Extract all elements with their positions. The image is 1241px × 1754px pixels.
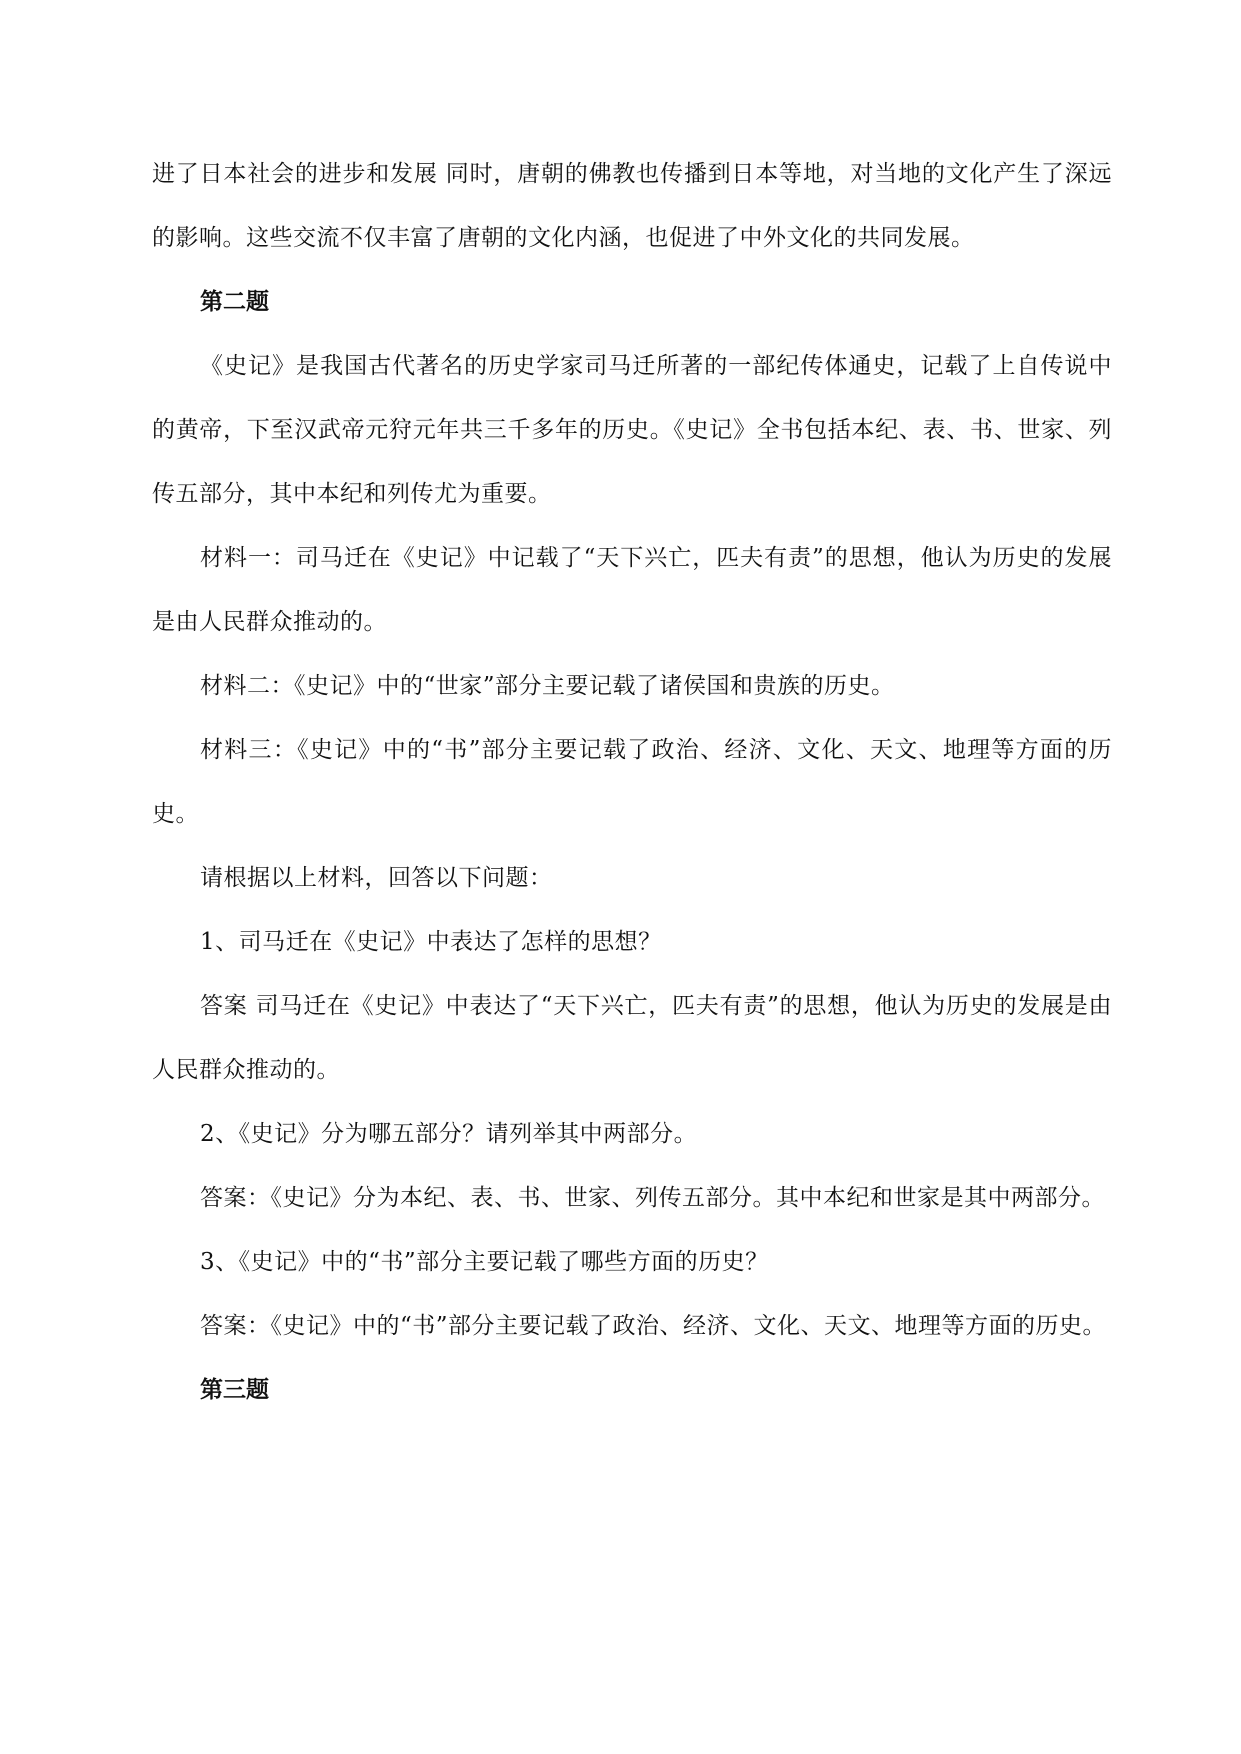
answer-1: 答案 司马迁在《史记》中表达了“天下兴亡，匹夫有责”的思想，他认为历史的发展是由人民群众推动的。	[152, 993, 1112, 1083]
answer-3: 答案：《史记》中的“书”部分主要记载了政治、经济、文化、天文、地理等方面的历史。	[200, 1313, 1107, 1339]
question-3: 3、《史记》中的“书”部分主要记载了哪些方面的历史？	[200, 1249, 769, 1275]
question-1: 1、司马迁在《史记》中表达了怎样的思想？	[200, 929, 662, 955]
material-1: 材料一：司马迁在《史记》中记载了“天下兴亡，匹夫有责”的思想，他认为历史的发展是由人民群众推动的。	[152, 545, 1112, 635]
answer-2: 答案：《史记》分为本纪、表、书、世家、列传五部分。其中本纪和世家是其中两部分。	[200, 1185, 1105, 1211]
section3-heading: 第三题	[200, 1376, 269, 1403]
intro-paragraph: 进了日本社会的进步和发展 同时，唐朝的佛教也传播到日本等地，对当地的文化产生了深远的影响。这些交流不仅丰富了唐朝的文化内涵，也促进了中外文化的共同发展。	[152, 161, 1112, 251]
section2-intro: 《史记》是我国古代著名的历史学家司马迁所著的一部纪传体通史，记载了上自传说中的黄帝，下至汉武帝元狩元年共三千多年的历史。《史记》全书包括本纪、表、书、世家、列传五部分，其中本纪和列传尤为重要。	[152, 353, 1112, 507]
document-body	[152, 142, 1112, 1422]
material-2: 材料二：《史记》中的“世家”部分主要记载了诸侯国和贵族的历史。	[200, 673, 895, 699]
material-3: 材料三：《史记》中的“书”部分主要记载了政治、经济、文化、天文、地理等方面的历史。	[152, 737, 1112, 827]
question-prompt: 请根据以上材料，回答以下问题：	[200, 865, 553, 891]
question-2: 2、《史记》分为哪五部分？请列举其中两部分。	[200, 1121, 698, 1147]
section2-heading: 第二题	[200, 288, 269, 315]
